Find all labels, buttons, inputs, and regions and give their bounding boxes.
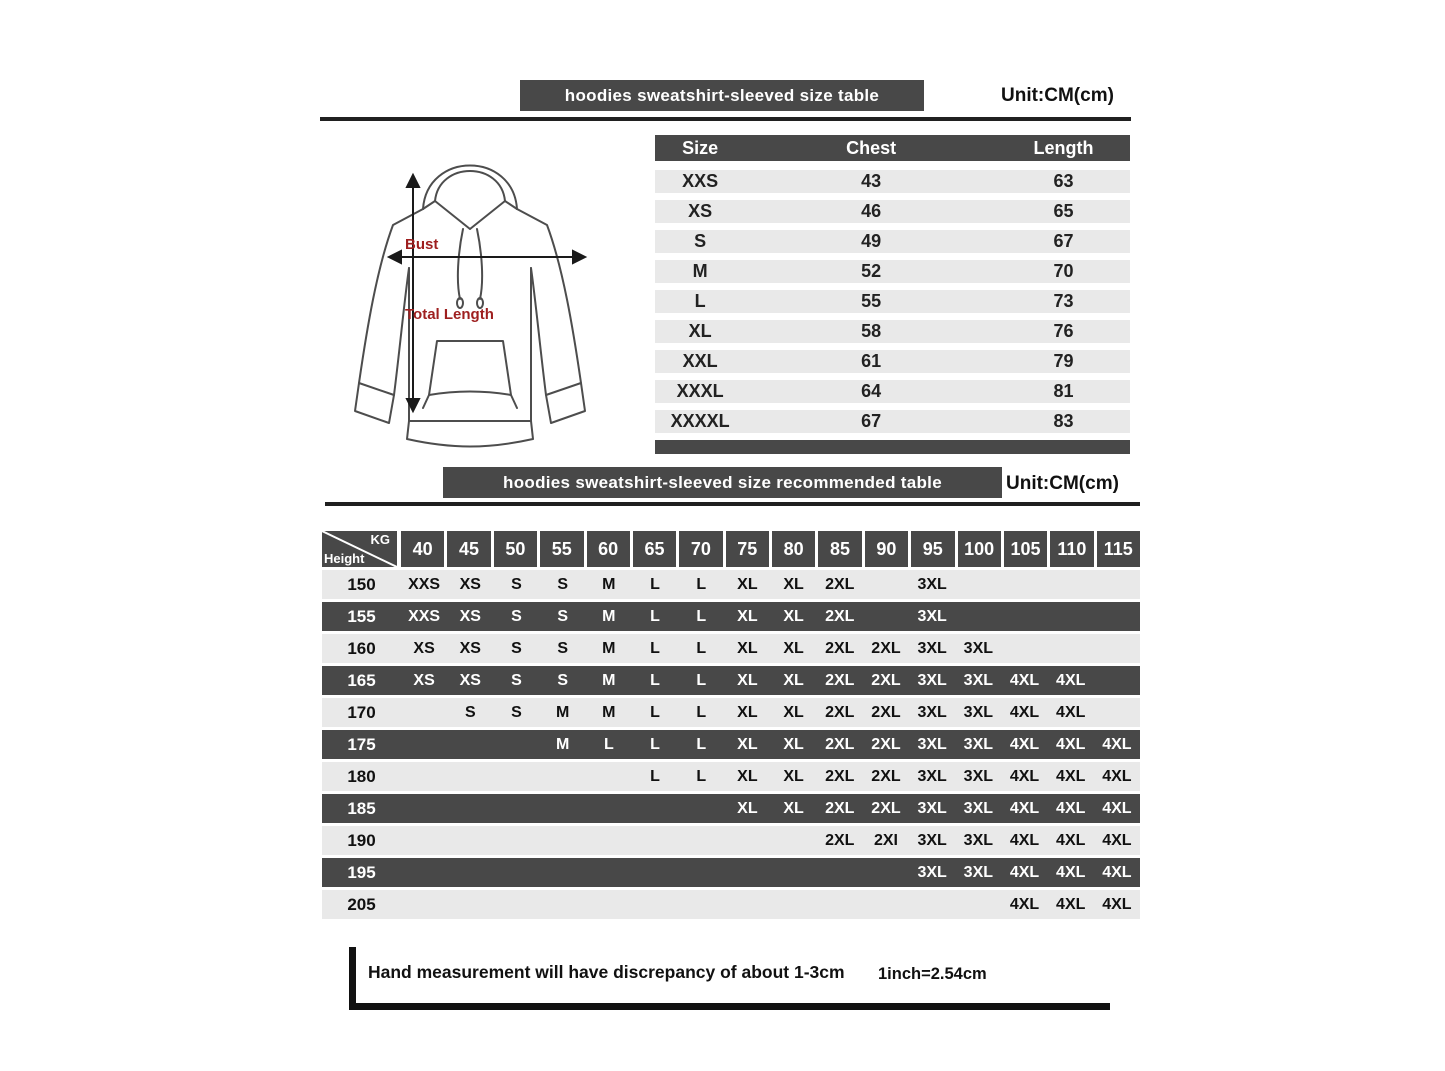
matrix-cell: XXS: [408, 607, 441, 625]
matrix-cell: 4XL: [1056, 831, 1086, 849]
matrix-cell: XL: [783, 575, 804, 593]
matrix-cell: 4XL: [1102, 799, 1132, 817]
matrix-cell: XL: [783, 607, 804, 625]
size-table-row: [655, 230, 1130, 253]
matrix-row: [322, 730, 1140, 759]
matrix-cell: S: [557, 607, 568, 625]
matrix-cell: 4XL: [1056, 703, 1086, 721]
matrix-cell: 4XL: [1102, 895, 1132, 913]
hem-band: [407, 421, 533, 447]
matrix-cell: 3XL: [917, 799, 947, 817]
matrix-cell: L: [650, 639, 660, 657]
matrix-cell: S: [557, 575, 568, 593]
matrix-cell: L: [603, 735, 614, 753]
matrix-height-label: 180: [347, 766, 376, 786]
size-table-cell: 67: [1053, 231, 1074, 251]
size-table-cell: 67: [861, 411, 882, 431]
matrix-cell: L: [696, 607, 707, 625]
matrix-cell: 4XL: [1056, 895, 1086, 913]
matrix-cell: 3XL: [917, 607, 947, 625]
divider-rule-1: [320, 117, 1131, 121]
matrix-cell: 3XL: [963, 671, 994, 689]
matrix-header-row: [322, 531, 1140, 567]
unit-label-1: Unit:CM(cm): [1001, 85, 1114, 106]
size-table-cell: 63: [1053, 171, 1074, 191]
unit-label-2: Unit:CM(cm): [1006, 473, 1119, 494]
matrix-cell: XL: [783, 703, 804, 721]
matrix-cell: 4XL: [1056, 735, 1086, 753]
matrix-cell: 2XL: [871, 735, 901, 753]
size-table-cell: 55: [861, 291, 882, 311]
matrix-cell: S: [511, 575, 522, 593]
matrix-height-label: 175: [347, 734, 376, 754]
matrix-height-label: 160: [347, 638, 376, 658]
matrix-cell: L: [650, 575, 660, 593]
matrix-cell: 4XL: [1056, 863, 1086, 881]
matrix-cell: 2XL: [825, 607, 855, 625]
matrix-cell: 2XL: [871, 703, 901, 721]
pocket-corners: [423, 395, 517, 408]
matrix-cell: 2XL: [825, 703, 855, 721]
matrix-cell: XL: [737, 607, 758, 625]
matrix-cell: 3XL: [917, 639, 947, 657]
matrix-cell: 3XL: [917, 831, 947, 849]
matrix-cell: M: [602, 671, 616, 689]
matrix-cell: 2XL: [825, 639, 855, 657]
size-table-cell: XXL: [682, 351, 718, 371]
matrix-row: [322, 602, 1140, 631]
matrix-cell: XL: [737, 735, 758, 753]
size-table-column-header: Length: [1033, 137, 1094, 158]
size-table: [655, 135, 1130, 454]
matrix-cell: M: [602, 703, 616, 721]
size-table-title: hoodies sweatshirt-sleeved size table: [564, 85, 880, 105]
size-table-cell: 76: [1053, 321, 1074, 341]
matrix-cell: XL: [783, 767, 804, 785]
matrix-cell: 2XL: [871, 767, 901, 785]
matrix-weight-header: 50: [494, 531, 540, 567]
matrix-row: [322, 762, 1140, 791]
matrix-cell: 2XI: [873, 831, 898, 849]
right-cuff: [546, 383, 585, 423]
size-table-cell: 79: [1053, 351, 1074, 371]
size-table-cell: 43: [861, 171, 882, 191]
matrix-cell: 2XL: [825, 799, 855, 817]
matrix-weight-header: 90: [865, 531, 911, 567]
matrix-cell: XS: [459, 575, 481, 593]
matrix-cell: 4XL: [1102, 735, 1132, 753]
matrix-height-label: 170: [347, 702, 376, 722]
matrix-cell: 3XL: [917, 671, 947, 689]
size-table-cell: 52: [861, 261, 882, 281]
matrix-cell: 2XL: [825, 735, 855, 753]
size-table-row: [655, 200, 1130, 223]
matrix-weight-header: 80: [772, 531, 818, 567]
footer-bottom-bar: [349, 1003, 1110, 1010]
hoodie-measurement-diagram: [337, 133, 602, 455]
matrix-weight-header: 60: [587, 531, 633, 567]
matrix-cell: L: [696, 671, 707, 689]
matrix-row: [322, 794, 1140, 823]
matrix-weight-header: 75: [726, 531, 772, 567]
matrix-cell: 3XL: [963, 799, 994, 817]
arrowhead-right: [573, 251, 585, 263]
arrowhead-left: [389, 251, 401, 263]
matrix-row: [322, 890, 1140, 919]
matrix-height-label: 195: [347, 862, 376, 882]
size-table-cell: 73: [1053, 291, 1074, 311]
size-table-row: [655, 410, 1130, 433]
matrix-cell: XL: [737, 799, 758, 817]
matrix-cell: 3XL: [917, 863, 947, 881]
left-sleeve-inner: [394, 268, 409, 395]
matrix-cell: XS: [459, 607, 481, 625]
size-table-row: [655, 380, 1130, 403]
matrix-cell: 4XL: [1009, 895, 1040, 913]
matrix-cell: XL: [737, 639, 758, 657]
matrix-corner-height-label: Height: [324, 551, 365, 566]
matrix-cell: 4XL: [1009, 703, 1040, 721]
matrix-cell: 3XL: [917, 575, 947, 593]
matrix-cell: S: [511, 639, 522, 657]
size-table-cell: XXXL: [676, 381, 724, 401]
matrix-cell: 3XL: [963, 863, 994, 881]
matrix-cell: L: [696, 735, 707, 753]
size-table-cell: XXS: [682, 171, 719, 191]
matrix-height-label: 205: [347, 894, 376, 914]
matrix-cell: M: [602, 639, 616, 657]
size-table-cell: S: [694, 231, 707, 251]
matrix-height-label: 155: [347, 606, 376, 626]
size-table-title-bar: [520, 80, 924, 111]
size-table-column-header: Chest: [846, 137, 897, 158]
matrix-row: [322, 570, 1140, 599]
matrix-cell: XL: [737, 575, 758, 593]
size-table-cell: 81: [1053, 381, 1074, 401]
collar-v: [435, 201, 505, 229]
matrix-cell: XS: [413, 671, 435, 689]
matrix-cell: XL: [783, 799, 804, 817]
size-table-row: [655, 320, 1130, 343]
matrix-cell: 3XL: [963, 767, 994, 785]
matrix-cell: S: [557, 639, 568, 657]
size-table-cell: 64: [861, 381, 882, 401]
matrix-cell: 4XL: [1102, 863, 1132, 881]
matrix-cell: M: [602, 575, 616, 593]
footer-left-bar: [349, 947, 356, 1010]
matrix-row: [322, 634, 1140, 663]
size-table-cell: 49: [861, 231, 882, 251]
recommend-matrix: [322, 531, 1140, 922]
size-table-cell: 83: [1053, 411, 1074, 431]
matrix-weight-header: 65: [633, 531, 679, 567]
arrowhead-up: [407, 175, 419, 187]
matrix-cell: 4XL: [1009, 799, 1040, 817]
matrix-height-label: 150: [347, 574, 376, 594]
matrix-cell: 4XL: [1056, 767, 1086, 785]
matrix-cell: 3XL: [963, 703, 994, 721]
matrix-cell: XS: [413, 639, 435, 657]
matrix-cell: 2XL: [825, 671, 855, 689]
matrix-height-label: 190: [347, 830, 376, 850]
matrix-cell: M: [602, 607, 616, 625]
matrix-cell: XL: [783, 671, 804, 689]
size-table-row: [655, 350, 1130, 373]
matrix-cell: S: [557, 671, 568, 689]
matrix-row: [322, 858, 1140, 887]
matrix-cell: 4XL: [1009, 735, 1040, 753]
matrix-weight-header: 40: [401, 531, 447, 567]
size-table-cell: 70: [1053, 261, 1074, 281]
matrix-cell: 4XL: [1009, 863, 1040, 881]
size-table-cell: XXXXL: [670, 411, 730, 431]
matrix-row: [322, 698, 1140, 727]
matrix-cell: L: [650, 607, 660, 625]
divider-rule-2: [325, 502, 1140, 506]
matrix-cell: L: [696, 639, 707, 657]
matrix-cell: 4XL: [1102, 831, 1132, 849]
matrix-weight-header: 115: [1097, 531, 1140, 567]
inch-conversion-note: 1inch=2.54cm: [878, 965, 987, 983]
matrix-corner-kg-label: KG: [370, 532, 390, 547]
size-table-cell: XL: [688, 321, 712, 341]
size-table-header-row: [655, 135, 1130, 161]
matrix-weight-header: 110: [1050, 531, 1096, 567]
size-table-column-header: Size: [682, 137, 719, 158]
matrix-cell: M: [555, 703, 570, 721]
matrix-cell: 3XL: [963, 831, 994, 849]
drawstring-right: [477, 229, 482, 299]
matrix-cell: 4XL: [1009, 671, 1040, 689]
matrix-weight-header: 100: [958, 531, 1004, 567]
total-length-label: Total Length: [405, 306, 494, 323]
matrix-cell: XS: [459, 639, 481, 657]
size-table-cell: 58: [861, 321, 882, 341]
matrix-cell: 3XL: [963, 735, 994, 753]
recommended-table-title-bar: [443, 467, 1002, 498]
bust-label: Bust: [405, 236, 439, 253]
matrix-corner-cell: [322, 531, 401, 567]
matrix-cell: 2XL: [825, 767, 855, 785]
matrix-cell: 4XL: [1102, 767, 1132, 785]
matrix-weight-header: 70: [679, 531, 725, 567]
measurement-note: Hand measurement will have discrepancy of about 1-3cm: [368, 962, 845, 982]
matrix-cell: S: [511, 607, 522, 625]
matrix-cell: 3XL: [963, 639, 994, 657]
size-table-cell: 61: [861, 351, 882, 371]
matrix-cell: 4XL: [1009, 831, 1040, 849]
matrix-cell: 3XL: [917, 767, 947, 785]
matrix-cell: 2XL: [825, 575, 855, 593]
recommended-table-title: hoodies sweatshirt-sleeved size recommended table: [503, 472, 942, 492]
matrix-row: [322, 666, 1140, 695]
left-cuff: [355, 383, 394, 423]
matrix-cell: XS: [459, 671, 481, 689]
matrix-cell: L: [650, 671, 660, 689]
matrix-cell: S: [464, 703, 476, 721]
right-sleeve: [517, 209, 581, 383]
matrix-cell: L: [650, 703, 660, 721]
matrix-cell: 3XL: [917, 703, 947, 721]
matrix-cell: XL: [737, 767, 758, 785]
matrix-row: [322, 826, 1140, 855]
size-table-cell: L: [694, 291, 706, 311]
matrix-cell: XL: [783, 639, 804, 657]
matrix-weight-header: 95: [911, 531, 957, 567]
size-table-cell: 46: [861, 201, 882, 221]
matrix-cell: 2XL: [871, 639, 901, 657]
matrix-cell: L: [696, 575, 707, 593]
matrix-cell: 3XL: [917, 735, 947, 753]
matrix-cell: L: [650, 735, 660, 753]
matrix-weight-header: 105: [1004, 531, 1050, 567]
matrix-cell: S: [511, 671, 522, 689]
matrix-height-label: 165: [347, 670, 376, 690]
matrix-weight-header: 45: [447, 531, 493, 567]
drawstring-left: [458, 229, 463, 299]
kangaroo-pocket: [429, 341, 511, 395]
matrix-cell: S: [511, 703, 522, 721]
size-table-cell: XS: [688, 201, 713, 221]
matrix-cell: M: [555, 735, 570, 753]
size-table-bottom-bar: [655, 440, 1130, 454]
size-table-row: [655, 170, 1130, 193]
size-table-row: [655, 260, 1130, 283]
size-table-cell: 65: [1053, 201, 1074, 221]
matrix-cell: 4XL: [1056, 671, 1086, 689]
matrix-cell: L: [650, 767, 660, 785]
matrix-cell: L: [696, 767, 707, 785]
matrix-cell: 2XL: [825, 831, 855, 849]
matrix-cell: L: [696, 703, 707, 721]
matrix-cell: 4XL: [1056, 799, 1086, 817]
right-sleeve-inner: [531, 268, 546, 395]
matrix-cell: XL: [737, 703, 758, 721]
size-table-row: [655, 290, 1130, 313]
matrix-weight-header: 55: [540, 531, 586, 567]
hood-inner: [435, 171, 505, 201]
matrix-cell: XL: [737, 671, 758, 689]
matrix-cell: XXS: [408, 575, 441, 593]
matrix-weight-header: 85: [818, 531, 864, 567]
size-table-cell: M: [692, 261, 708, 281]
matrix-cell: 4XL: [1009, 767, 1040, 785]
matrix-cell: XL: [783, 735, 804, 753]
matrix-cell: 2XL: [871, 671, 901, 689]
matrix-height-label: 185: [347, 798, 376, 818]
matrix-cell: 2XL: [871, 799, 901, 817]
